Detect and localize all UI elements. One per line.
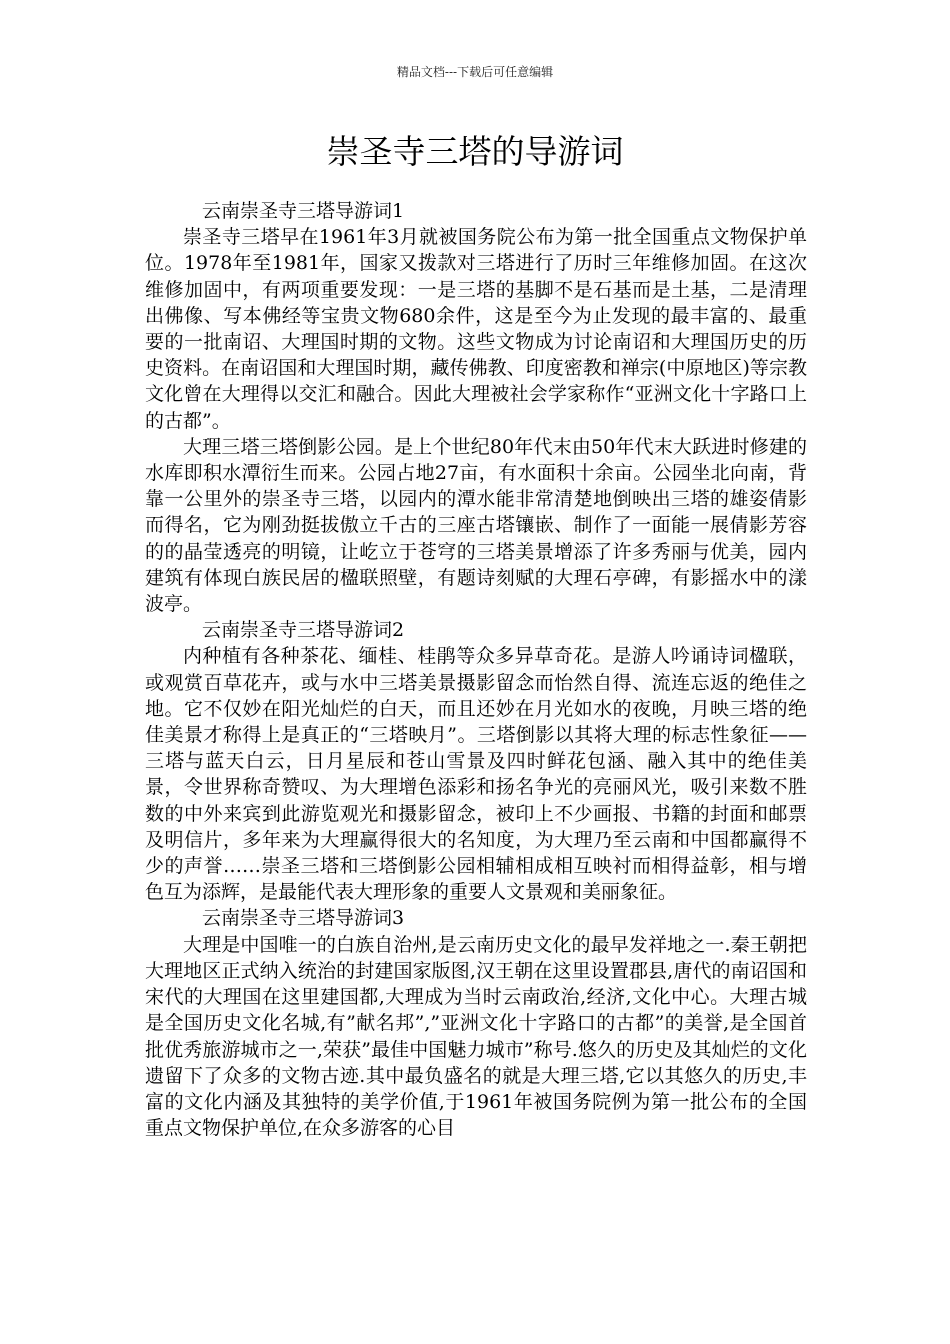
body-paragraph: 大理三塔三塔倒影公园。是上个世纪80年代末由50年代末大跃进时修建的水库即积水潭衍生而来。公园占地27亩，有水面积十余亩。公园坐北向南，背靠一公里外的崇圣寺三塔，以园内的潭水能非常清楚地倒映出三塔的雄姿倩影而得名，它为刚劲挺拔傲立千古的三座古塔镶嵌、制作了一面能一展倩影芳容的的晶莹透亮的明镜，让屹立于苍穹的三塔美景增添了许多秀丽与优美，园内建筑有体现白族民居的楹联照壁，有题诗刻赋的大理石亭碑，有影摇水中的漾波亭。 bbox=[145, 435, 807, 616]
body-paragraph: 大理是中国唯一的白族自治州,是云南历史文化的最早发祥地之一.秦王朝把大理地区正式纳入统治的封建国家版图,汉王朝在这里设置郡县,唐代的南诏国和宋代的大理国在这里建国都,大理成为当时云南政治,经济,文化中心。大理古城是全国历史文化名城,有”献名邦”,”亚洲文化十字路口的古都”的美誉,是全国首批优秀旅游城市之一,荣获”最佳中国魅力城市”称号.悠久的历史及其灿烂的文化遗留下了众多的文物古迹.其中最负盛名的就是大理三塔,它以其悠久的历史,丰富的文化内涵及其独特的美学价值,于1961年被国务院例为第一批公布的全国重点文物保护单位,在众多游客的心目 bbox=[145, 933, 807, 1140]
section-heading-1: 云南崇圣寺三塔导游词1 bbox=[202, 200, 405, 222]
section-heading-2: 云南崇圣寺三塔导游词2 bbox=[202, 619, 405, 642]
document-title: 崇圣寺三塔的导游词 bbox=[326, 132, 624, 171]
document-body bbox=[145, 198, 807, 1141]
header-note: 精品文档---下载后可任意编辑 bbox=[396, 65, 554, 79]
body-paragraph: 内种植有各种茶花、缅桂、桂鹃等众多异草奇花。是游人吟诵诗词楹联，或观赏百草花卉，或与水中三塔美景摄影留念而怡然自得、流连忘返的绝佳之地。它不仅妙在阳光灿烂的白天，而且还妙在月光如水的夜晚，月映三塔的绝佳美景才称得上是真正的“三塔映月”。三塔倒影以其将大理的标志性象征——三塔与蓝天白云，日月星辰和苍山雪景及四时鲜花包涵、融入其中的绝佳美景，令世界称奇赞叹、为大理增色添彩和扬名争光的亮丽风光，吸引来数不胜数的中外来宾到此游览观光和摄影留念，被印上不少画报、书籍的封面和邮票及明信片，多年来为大理赢得很大的名知度，为大理乃至云南和中国都赢得不少的声誉……崇圣三塔和三塔倒影公园相辅相成相互映衬而相得益彰，相与增色互为添辉，是最能代表大理形象的重要人文景观和美丽象征。 bbox=[145, 645, 807, 904]
body-paragraph: 崇圣寺三塔早在1961年3月就被国务院公布为第一批全国重点文物保护单位。1978年至1981年，国家又拨款对三塔进行了历时三年维修加固。在这次维修加固中，有两项重要发现：一是三塔的基脚不是石基而是土基，二是清理出佛像、写本佛经等宝贵文物680余件，这是至今为止发现的最丰富的、最重要的一批南诏、大理国时期的文物。这些文物成为讨论南诏和大理国历史的历史资料。在南诏国和大理国时期，藏传佛教、印度密教和禅宗(中原地区)等宗教文化曾在大理得以交汇和融合。因此大理被社会学家称作“亚洲文化十字路口上的古都”。 bbox=[145, 226, 807, 432]
section-heading-3: 云南崇圣寺三塔导游词3 bbox=[202, 907, 405, 930]
